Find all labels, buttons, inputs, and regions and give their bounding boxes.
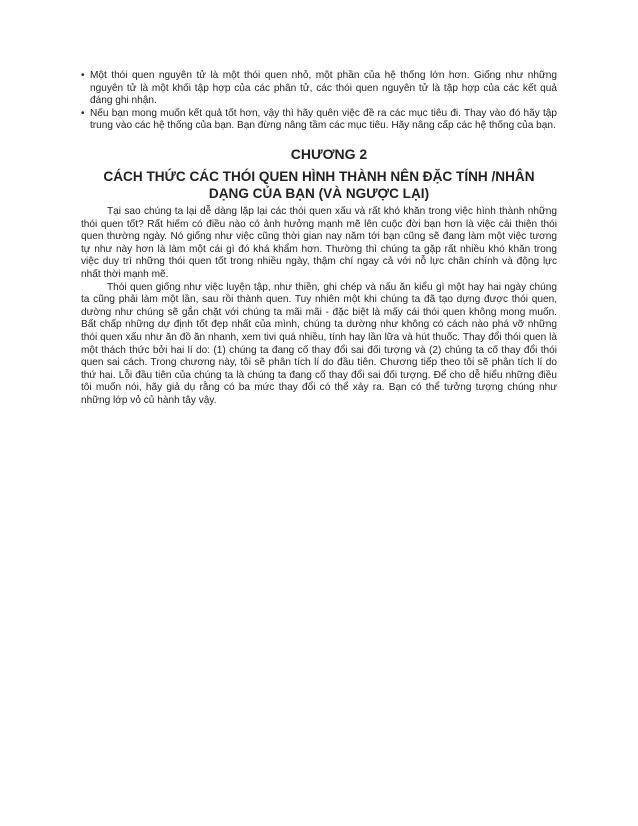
bullet-dot-icon: • [81, 107, 85, 119]
bullet-dot-icon: • [81, 70, 85, 81]
document-page [81, 70, 557, 407]
bullet-item [81, 70, 557, 108]
body-paragraph: Tại sao chúng ta lại dễ dàng lặp lại các thói quen xấu và rất khó khăn trong việc hình thành những thói quen tốt? Rất hiếm có điều nào có ảnh hưởng mạnh mẽ lên cuộc đời bạn hơn là việc cải thiện thói quen thường ngày. Nó giống như việc cũng thời gian nay năm tới bạn cũng sẽ đang làm một việc tương tự như này hơn là làm một cái gì đó khá khẩm hơn. Thường thì chúng ta gặp rất nhiều khó khăn trong việc duy trì những thói quen tốt trong nhiều ngày, thậm chí ngay cả với nỗ lực chân chính và động lực nhất thời mạnh mẽ. [81, 205, 557, 280]
summary-bullet-list [81, 70, 557, 133]
chapter-number: CHƯƠNG 2 [290, 145, 368, 162]
chapter-title: CÁCH THỨC CÁC THÓI QUEN HÌNH THÀNH NÊN ĐẶC TÍNH /NHÂN DẠNG CỦA BẠN (VÀ NGƯỢC LẠI) [103, 168, 535, 201]
body-paragraph: Thói quen giống như việc luyện tập, như thiền, ghi chép và nấu ăn kiểu gì một hay hai ngày chúng ta cũng phải làm một lần, sau rồi thành quen. Tuy nhiên một khi chúng ta đã tạo dựng được thói quen, dường như chúng sẽ gắn chặt với chúng ta mãi mãi - đặc biệt là mấy cái thói quen không mong muốn. Bất chấp những dự định tốt đẹp nhất của mình, chúng ta dường như không có cách nào phá vỡ những thói quen xấu như ăn đồ ăn nhanh, xem tivi quá nhiều, tính hay lần lữa và hút thuốc. Thay đổi thói quen là một thách thức bởi hai lí do: (1) chúng ta đang cố thay đổi sai đối tượng và (2) chúng ta cố thay đổi thói quen sai cách. Trong chương này, tôi sẽ phân tích lí do đầu tiên. Chương tiếp theo tôi sẽ phân tích lí do thứ hai. Lỗi đầu tiên của chúng ta là chúng ta đang cố thay đổi sai đối tượng. Để cho dễ hiểu những điều tôi muốn nói, hãy giả dụ rằng có ba mức thay đổi có thể xảy ra. Bạn có thể tưởng tượng chúng như những lớp vỏ củ hành tây vậy. [81, 281, 557, 406]
bullet-item [81, 108, 557, 133]
bullet-text: Một thói quen nguyên tử là một thói quen nhỏ, một phần của hệ thống lớn hơn. Giống như những nguyên tử là một khối tập hợp của các phân tử, các thói quen nguyên tử là tập hợp của các kết quả đáng ghi nhận. [90, 70, 557, 107]
bullet-text: Nếu bạn mong muốn kết quả tốt hơn, vậy thì hãy quên việc đề ra các mục tiêu đi. Thay vào đó hãy tập trung vào các hệ thống của bạn. Bạn đừng nâng tầm các mục tiêu. Hãy nâng cấp các hệ thống của bạn. [90, 107, 557, 132]
